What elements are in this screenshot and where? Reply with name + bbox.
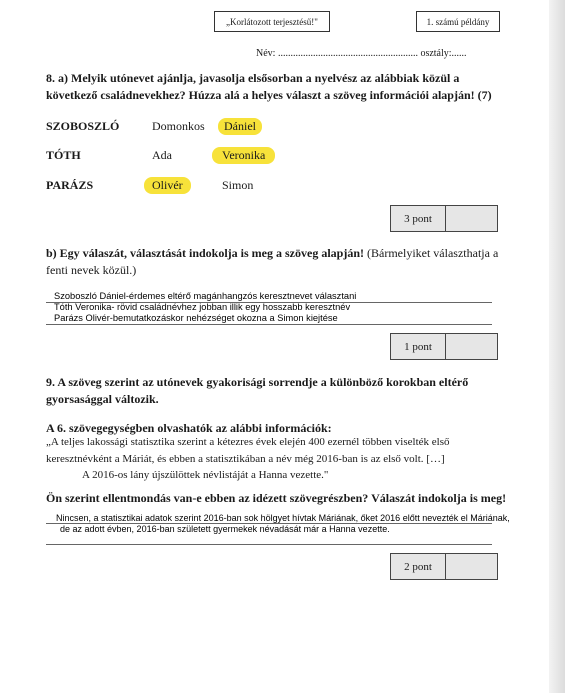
surname-toth: TÓTH xyxy=(46,148,81,162)
answer-8b-line-2: Tóth Veronika- rövid családnévhez jobban illik egy hosszabb keresztnév xyxy=(54,302,351,312)
option-simon: Simon xyxy=(222,178,254,192)
answer-9-line-2: de az adott évben, 2016-ban született gyermekek névadását már a Hanna vezette. xyxy=(60,524,390,534)
surname-szoboszlo: SZOBOSZLÓ xyxy=(46,119,120,133)
score-8a-entry xyxy=(446,206,497,231)
answer-8b-line-3: Parázs Olivér-bemutatkozáskor nehézséget okozna a Simon kiejtése xyxy=(54,313,338,323)
question-8b-rest: (Bármelyiket választhatja a fenti nevek közül.) xyxy=(46,246,499,277)
question-8a: 8. a) Melyik utónevet ajánlja, javasolja elsősorban a nyelvész az alábbiak közül a következő családnevekhez? Húzza alá a helyes választ a szöveg információi alapján! (7) xyxy=(46,71,492,102)
question-9-subheading: A 6. szövegegységben olvashatók az alábbi információk: xyxy=(46,421,332,435)
score-8b-label: 1 pont xyxy=(391,334,446,359)
question-8b-bold: b) Egy válaszát, választását indokolja is meg a szöveg alapján! xyxy=(46,246,364,260)
restricted-label-text: „Korlátozott terjesztésű!" xyxy=(226,16,318,27)
answer-9-line-1: Nincsen, a statisztikai adatok szerint 2016-ban sok hölgyet hívtak Máriának, őket 2016 előtt nevezték el Máriának, xyxy=(56,513,510,523)
question-9-prompt: Ön szerint ellentmondás van-e ebben az idézett szövegrészben? Válaszát indokolja is meg! xyxy=(46,491,507,505)
quote-line-3: A 2016-os lány újszülöttek névlistáját a Hanna vezette." xyxy=(82,469,329,481)
score-9-entry xyxy=(446,554,497,579)
quote-line-2: keresztnévként a Máriát, és ebben a statisztikában a név még 2016-ban is az első volt. […] xyxy=(46,453,445,465)
option-daniel-highlighted: Dániel xyxy=(218,118,262,135)
answer-row-szoboszlo xyxy=(46,119,506,137)
surname-parazs: PARÁZS xyxy=(46,178,94,192)
copy-number-text: 1. számú példány xyxy=(426,16,490,27)
score-9-label: 2 pont xyxy=(391,554,446,579)
score-8a-label: 3 pont xyxy=(391,206,446,231)
score-box-8a xyxy=(390,205,498,232)
answer-row-toth xyxy=(46,148,506,166)
answer-row-parazs xyxy=(46,178,506,196)
restricted-label xyxy=(214,11,330,32)
name-class-line: Név: ........................................................ osztály:...... xyxy=(256,48,467,59)
copy-number-label xyxy=(416,11,500,32)
question-9: 9. A szöveg szerint az utónevek gyakorisági sorrendje a különböző korokban eltérő gyorsasággal változik. xyxy=(46,375,469,406)
option-ada: Ada xyxy=(152,148,172,162)
quote-line-1: „A teljes lakossági statisztika szerint a kétezres évek elején 400 ezernél többen viselték első xyxy=(46,436,450,448)
answer-line-9-2 xyxy=(46,544,492,545)
score-box-8b xyxy=(390,333,498,360)
option-oliver-highlighted: Olivér xyxy=(144,177,191,194)
answer-8b-line-1: Szoboszló Dániel-érdemes eltérő magánhangzós keresztnevet választani xyxy=(54,291,357,301)
answer-line-8b-2 xyxy=(46,324,492,325)
question-8b xyxy=(46,245,502,279)
score-box-9 xyxy=(390,553,498,580)
score-8b-entry xyxy=(446,334,497,359)
option-domonkos: Domonkos xyxy=(152,119,205,133)
scan-page-edge xyxy=(549,0,565,693)
option-veronika-highlighted: Veronika xyxy=(212,147,275,164)
